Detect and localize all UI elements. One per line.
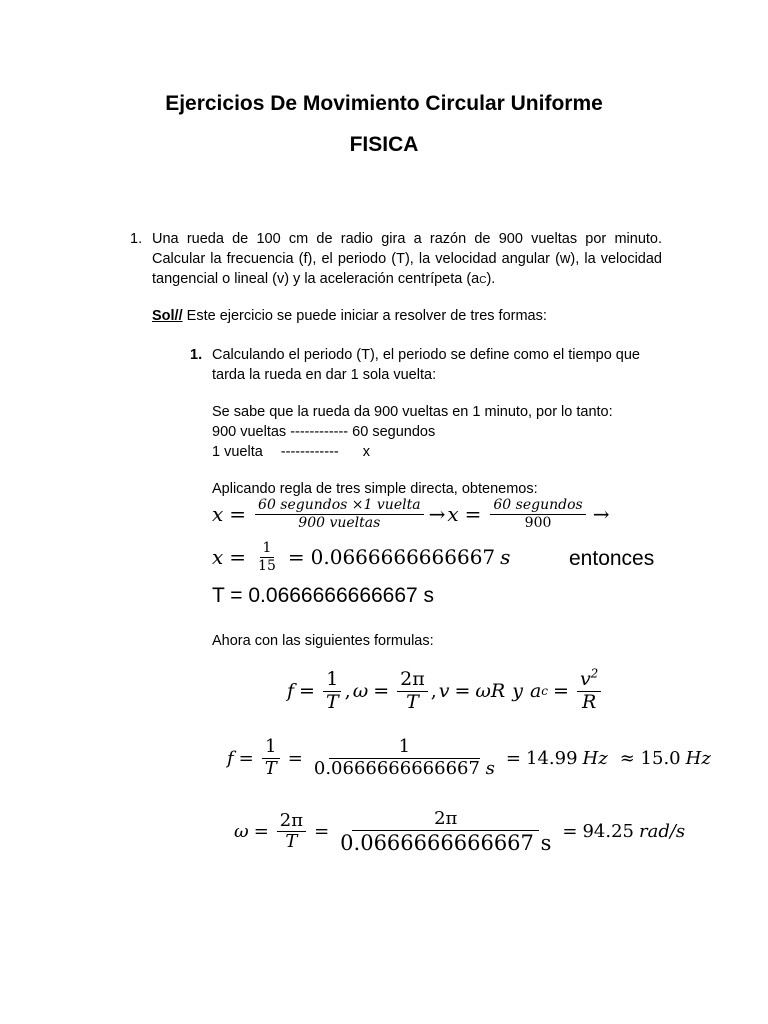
omega-symbol: ω <box>352 680 369 703</box>
step-line-1: Calculando el periodo (T), el periodo se define como el tiempo que <box>212 347 640 363</box>
fraction-1-over-period-den <box>311 759 498 779</box>
known-line-1: Se sabe que la rueda da 900 vueltas en 1 minuto, por lo tanto: <box>212 404 613 420</box>
x-variable-3: x <box>212 545 224 570</box>
known-line-2: 900 vueltas ------------ 60 segundos <box>212 424 436 440</box>
fraction-1-over-period-num: 1 <box>329 738 480 759</box>
equals-sign-2: = <box>464 502 482 527</box>
formulas-intro: Ahora con las siguientes formulas: <box>212 633 434 649</box>
fraction-2-denominator: 900 <box>524 514 552 531</box>
rule-of-three-equation <box>212 498 609 530</box>
fraction-2pi-over-period-num: 2π <box>352 810 539 831</box>
solution-text: Este ejercicio se puede iniciar a resolver de tres formas: <box>182 308 547 324</box>
fraction-2pi-over-T-2 <box>277 809 306 853</box>
frequency-calculation <box>227 738 711 779</box>
x-variable-2: x <box>447 502 459 527</box>
period-value: 0.0666666666667 <box>313 757 480 779</box>
fraction-1-denominator: 900 vueltas <box>298 514 381 531</box>
fraction-1-15-numerator: 1 <box>260 541 275 558</box>
problem-line-2: Calcular la frecuencia (f), el periodo (T), la velocidad angular (w), la velocidad <box>152 251 662 267</box>
accel-subscript: C <box>479 275 487 286</box>
fraction-2pi-over-T-2-den: T <box>285 831 298 853</box>
v-squared-base: v <box>579 668 591 690</box>
equals-f-4: = <box>505 747 522 769</box>
hz-unit-2: Hz <box>685 747 711 769</box>
equals-sign: = <box>229 502 247 527</box>
angular-velocity-value: 94.25 <box>582 821 634 843</box>
equals-f: = <box>299 680 315 703</box>
equals-omega: = <box>373 680 390 703</box>
fraction-2pi-over-T-num: 2π <box>397 670 428 692</box>
fraction-2pi-over-T <box>397 670 428 713</box>
a-symbol: a <box>529 680 542 703</box>
omega-symbol-2: ω <box>234 821 249 843</box>
x-variable: x <box>212 502 224 527</box>
rule-text: Aplicando regla de tres simple directa, obtenemos: <box>212 481 538 497</box>
fraction-v2-over-R-den: R <box>581 690 597 713</box>
problem-number: 1. <box>130 231 143 247</box>
f-symbol: f <box>287 680 295 703</box>
equals-f-2: = <box>238 747 254 769</box>
equals-w-3: = <box>562 821 578 843</box>
x-value: 0.0666666666667 <box>310 545 496 570</box>
equals-f-3: = <box>287 747 303 769</box>
document-title: Ejercicios De Movimiento Circular Uniforme <box>165 92 603 115</box>
fraction-1-15-denominator: 15 <box>258 557 276 574</box>
known-line-3 <box>212 442 613 462</box>
known-data <box>212 402 613 462</box>
equals-sign-4: = <box>287 545 305 570</box>
arrow-1: → <box>428 502 446 527</box>
x-unit: s <box>500 545 511 570</box>
step-line-2: tarda la rueda en dar 1 sola vuelta: <box>212 367 437 383</box>
known-line-3-b: ------------ <box>280 444 339 460</box>
frequency-value: 14.99 <box>526 747 578 769</box>
step-text <box>212 345 640 385</box>
fraction-1 <box>255 498 424 530</box>
fraction-1-over-T <box>323 670 342 713</box>
fraction-1-over-T-2 <box>262 738 280 779</box>
fraction-2pi-over-period-den: 0.0666666666667 s <box>340 830 552 855</box>
fraction-1-over-T-2-num: 1 <box>262 738 279 759</box>
omega-r: ωR <box>475 680 506 703</box>
frequency-approx: ≈ 15.0 <box>619 747 681 769</box>
solution-line <box>152 306 547 326</box>
fraction-2-numerator: 60 segundos <box>490 498 585 515</box>
solution-label: Sol// <box>152 308 183 324</box>
fraction-2pi-over-T-den: T <box>406 690 419 713</box>
known-line-3-a: 1 vuelta <box>212 444 263 460</box>
fraction-2 <box>490 498 585 530</box>
equals-w-1: = <box>253 821 269 843</box>
problem-line-3 <box>152 269 662 291</box>
equals-v: = <box>454 680 471 703</box>
comma-2: , <box>430 680 437 703</box>
formulas-line: f = $\frac{1}{T}$ , ω = $\frac{2\pi}{T}$ , v = ωR y a c = $\frac{v^2}{R}$ <box>287 670 604 713</box>
fraction-1-numerator: 60 segundos ×1 vuelta <box>255 498 424 515</box>
rad-s-unit: rad/s <box>638 821 686 843</box>
step-number: 1. <box>190 347 203 363</box>
hz-unit: Hz <box>582 747 608 769</box>
comma-1: , <box>344 680 351 703</box>
problem-statement <box>152 229 662 291</box>
equals-w-2: = <box>314 821 330 843</box>
fraction-v2-over-R-num <box>577 666 601 692</box>
document-subtitle: FISICA <box>349 133 419 156</box>
known-line-3-c: x <box>362 444 370 460</box>
fraction-1-over-period <box>311 738 498 779</box>
equals-sign-3: = <box>229 545 247 570</box>
fraction-1-15 <box>255 541 279 573</box>
squared-exponent: 2 <box>590 666 599 681</box>
x-result-equation <box>212 541 510 573</box>
fraction-2pi-over-T-2-num: 2π <box>277 812 306 833</box>
equals-a: = <box>553 680 569 703</box>
fraction-1-over-T-num: 1 <box>323 670 341 692</box>
v-symbol: v <box>438 680 450 703</box>
arrow-2: → <box>592 502 610 527</box>
entonces-text: entonces <box>569 547 655 570</box>
period-result: T = 0.0666666666667 s <box>212 584 435 607</box>
fraction-v2-over-R <box>577 666 601 713</box>
y-conjunction: y <box>512 680 523 703</box>
angular-velocity-calculation <box>234 810 685 854</box>
problem-line-1: Una rueda de 100 cm de radio gira a razón de 900 vueltas por minuto. <box>152 231 662 247</box>
fraction-1-over-T-den: T <box>325 690 339 713</box>
problem-line-3-text: tangencial o lineal (v) y la aceleración centrípeta (a <box>152 271 480 287</box>
f-symbol-2: f <box>227 747 234 769</box>
problem-line-3-end: ). <box>486 271 496 287</box>
period-unit: s <box>485 757 495 779</box>
fraction-1-over-T-2-den: T <box>264 757 277 779</box>
fraction-2pi-over-period <box>337 810 554 854</box>
